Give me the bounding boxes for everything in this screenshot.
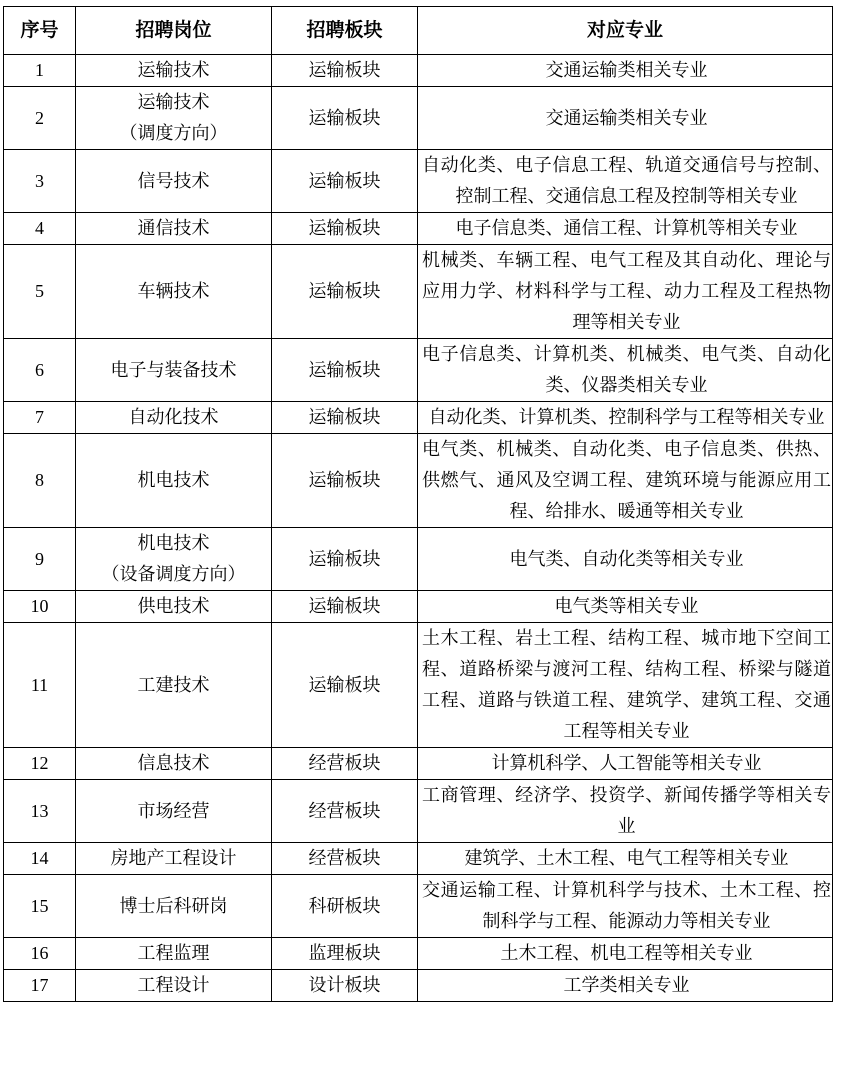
position-label: 工程监理	[137, 943, 210, 964]
position-sublabel: （设备调度方向）	[101, 564, 246, 585]
row-number: 16	[4, 938, 76, 970]
row-position	[76, 213, 272, 245]
table-row	[4, 623, 833, 748]
row-major: 计算机科学、人工智能等相关专业	[418, 748, 833, 780]
row-major: 工学类相关专业	[418, 970, 833, 1002]
position-label: 运输技术	[137, 60, 210, 81]
row-number: 17	[4, 970, 76, 1002]
row-sector: 运输板块	[272, 55, 418, 87]
table-row	[4, 843, 833, 875]
row-sector: 监理板块	[272, 938, 418, 970]
position-label: 工程设计	[137, 975, 210, 996]
row-sector: 经营板块	[272, 780, 418, 843]
row-position	[76, 245, 272, 339]
row-major: 电子信息类、计算机类、机械类、电气类、自动化类、仪器类相关专业	[418, 339, 833, 402]
table-row	[4, 938, 833, 970]
table-row	[4, 748, 833, 780]
position-label: 自动化技术	[128, 407, 219, 428]
table-row	[4, 434, 833, 528]
row-major: 交通运输类相关专业	[418, 55, 833, 87]
row-major: 机械类、车辆工程、电气工程及其自动化、理论与应用力学、材料科学与工程、动力工程及工程热物理等相关专业	[418, 245, 833, 339]
table-row	[4, 245, 833, 339]
row-major: 电气类、自动化类等相关专业	[418, 528, 833, 591]
row-sector: 运输板块	[272, 434, 418, 528]
table-row	[4, 339, 833, 402]
row-sector: 运输板块	[272, 213, 418, 245]
table-row	[4, 87, 833, 150]
position-label: 车辆技术	[137, 281, 210, 302]
row-number: 12	[4, 748, 76, 780]
table-row	[4, 875, 833, 938]
row-sector: 运输板块	[272, 623, 418, 748]
row-position	[76, 55, 272, 87]
position-label: 电子与装备技术	[110, 359, 237, 381]
position-label: 市场经营	[137, 800, 210, 822]
row-position	[76, 339, 272, 402]
row-sector: 科研板块	[272, 875, 418, 938]
row-major: 电气类、机械类、自动化类、电子信息类、供热、供燃气、通风及空调工程、建筑环境与能源应用工程、给排水、暖通等相关专业	[418, 434, 833, 528]
row-number: 4	[4, 213, 76, 245]
position-label: 工建技术	[137, 674, 210, 696]
position-label: 供电技术	[137, 596, 210, 617]
table-header-row	[4, 7, 833, 55]
row-number: 3	[4, 150, 76, 213]
row-major: 电气类等相关专业	[418, 591, 833, 623]
header-position: 招聘岗位	[76, 7, 272, 55]
row-position	[76, 402, 272, 434]
row-position	[76, 434, 272, 528]
table-row	[4, 213, 833, 245]
row-position	[76, 528, 272, 591]
row-sector: 运输板块	[272, 150, 418, 213]
table-row	[4, 402, 833, 434]
position-label: 机电技术	[137, 470, 210, 491]
row-number: 5	[4, 245, 76, 339]
row-major: 建筑学、土木工程、电气工程等相关专业	[418, 843, 833, 875]
row-sector: 运输板块	[272, 339, 418, 402]
table-row	[4, 780, 833, 843]
row-number: 6	[4, 339, 76, 402]
row-major: 交通运输工程、计算机科学与技术、土木工程、控制科学与工程、能源动力等相关专业	[418, 875, 833, 938]
position-label: 通信技术	[137, 218, 210, 239]
row-major: 电子信息类、通信工程、计算机等相关专业	[418, 213, 833, 245]
row-major: 交通运输类相关专业	[418, 87, 833, 150]
row-position	[76, 748, 272, 780]
row-number: 1	[4, 55, 76, 87]
row-number: 11	[4, 623, 76, 748]
row-position	[76, 875, 272, 938]
table-row	[4, 55, 833, 87]
row-position	[76, 938, 272, 970]
row-position	[76, 150, 272, 213]
row-number: 9	[4, 528, 76, 591]
row-position	[76, 623, 272, 748]
row-number: 15	[4, 875, 76, 938]
table-row	[4, 528, 833, 591]
position-label: 信号技术	[137, 170, 210, 192]
table-row	[4, 150, 833, 213]
row-major: 自动化类、电子信息工程、轨道交通信号与控制、控制工程、交通信息工程及控制等相关专业	[418, 150, 833, 213]
position-sublabel: （调度方向）	[119, 123, 228, 144]
header-number: 序号	[4, 7, 76, 55]
row-sector: 运输板块	[272, 528, 418, 591]
row-sector: 设计板块	[272, 970, 418, 1002]
row-number: 8	[4, 434, 76, 528]
header-major: 对应专业	[418, 7, 833, 55]
row-number: 7	[4, 402, 76, 434]
row-major: 土木工程、岩土工程、结构工程、城市地下空间工程、道路桥梁与渡河工程、结构工程、桥梁与隧道工程、道路与铁道工程、建筑学、建筑工程、交通工程等相关专业	[418, 623, 833, 748]
row-sector: 经营板块	[272, 843, 418, 875]
row-number: 10	[4, 591, 76, 623]
row-position	[76, 591, 272, 623]
recruitment-table	[3, 6, 833, 1002]
position-label: 房地产工程设计	[110, 848, 237, 869]
row-position	[76, 87, 272, 150]
row-sector: 运输板块	[272, 402, 418, 434]
row-number: 2	[4, 87, 76, 150]
row-major: 自动化类、计算机类、控制科学与工程等相关专业	[418, 402, 833, 434]
row-position	[76, 970, 272, 1002]
table-row	[4, 591, 833, 623]
row-major: 工商管理、经济学、投资学、新闻传播学等相关专业	[418, 780, 833, 843]
position-label: 机电技术	[137, 533, 210, 554]
table-row	[4, 970, 833, 1002]
row-sector: 运输板块	[272, 87, 418, 150]
row-position	[76, 780, 272, 843]
position-label: 博士后科研岗	[119, 895, 228, 917]
row-major: 土木工程、机电工程等相关专业	[418, 938, 833, 970]
row-sector: 运输板块	[272, 245, 418, 339]
row-number: 14	[4, 843, 76, 875]
row-number: 13	[4, 780, 76, 843]
row-position	[76, 843, 272, 875]
header-sector: 招聘板块	[272, 7, 418, 55]
position-label: 运输技术	[137, 92, 210, 113]
position-label: 信息技术	[137, 753, 210, 774]
row-sector: 经营板块	[272, 748, 418, 780]
row-sector: 运输板块	[272, 591, 418, 623]
